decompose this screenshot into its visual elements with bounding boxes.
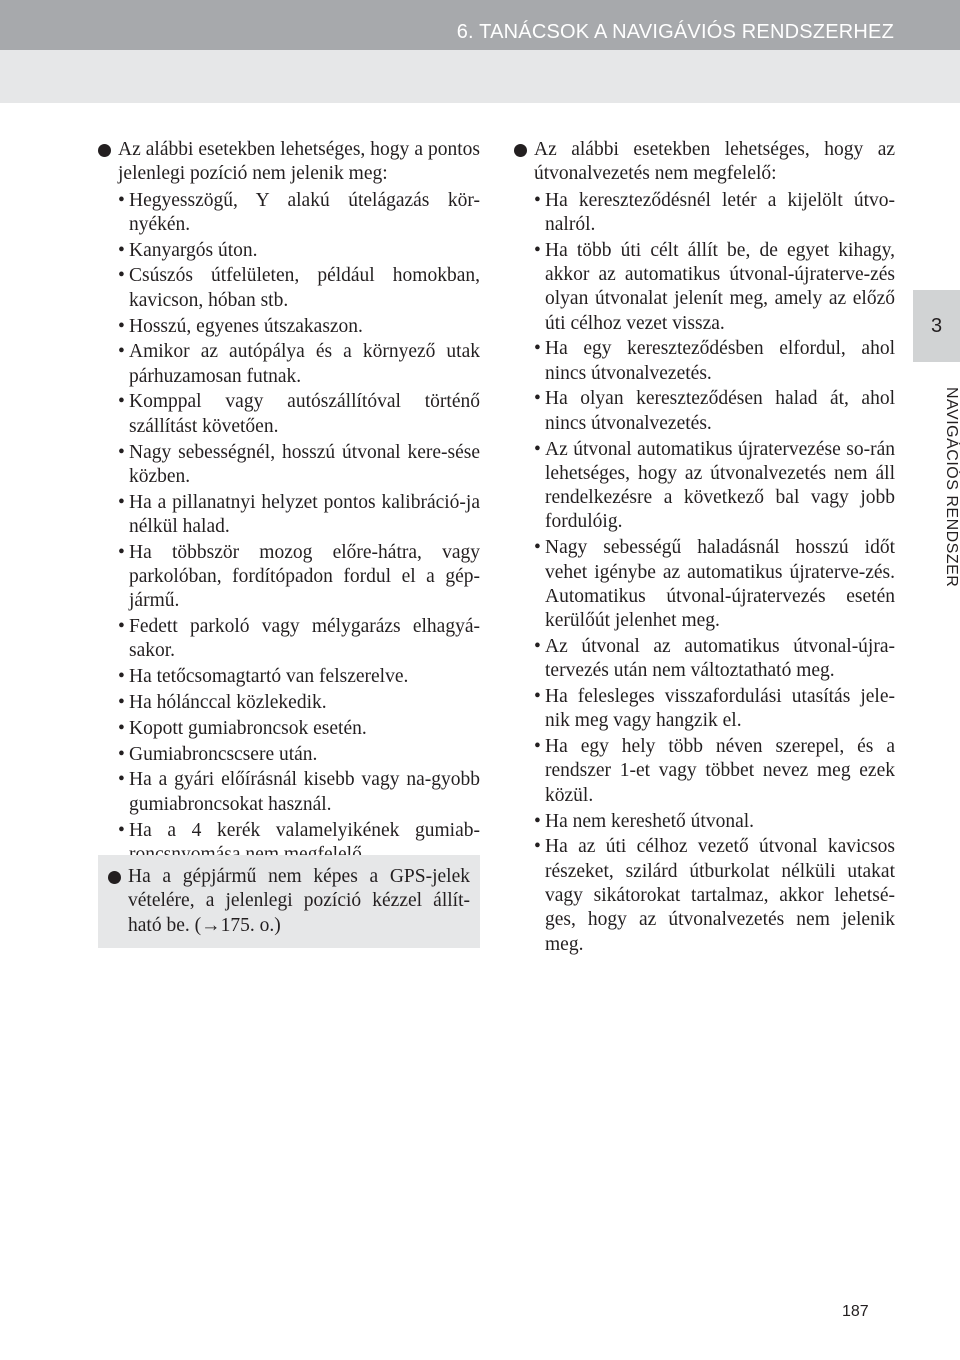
list-item-text: Ha egy kereszteződésben elfordul, ahol nincs útvonalvezetés. xyxy=(545,338,895,384)
list-item-text: Az útvonal az automatikus útvonal-újra-tervezés után nem változtatható meg. xyxy=(545,635,895,682)
list-item-text: Az útvonal automatikus újratervezése so-rán lehetséges, hogy az útvonalvezetés nem áll rendelkezésre a következő bal vagy jobb fordulóig. xyxy=(545,438,895,533)
small-bullet-icon: • xyxy=(118,491,125,513)
list-item-text: Ha többször mozog előre-hátra, vagy parkolóban, fordítópadon fordul el a gép-jármű. xyxy=(129,541,480,612)
list-item-text: Gumiabroncscsere után. xyxy=(129,743,318,765)
small-bullet-icon: • xyxy=(534,635,541,657)
list-item xyxy=(534,239,895,336)
small-bullet-icon: • xyxy=(118,692,125,714)
list-item xyxy=(534,635,895,684)
list-item-text: Ha hólánccal közlekedik. xyxy=(129,692,327,714)
left-column xyxy=(98,138,480,869)
small-bullet-icon: • xyxy=(534,388,541,410)
list-item-text: Ha az úti célhoz vezető útvonal kavicsos részeket, szilárd útburkolat nélküli utakat vagy sikátorokat tartalmaz, akkor lehetsé-ges, hogy az útvonalvezetés nem jelenik meg. xyxy=(545,836,895,955)
right-column xyxy=(514,138,895,958)
list-item xyxy=(534,685,895,734)
right-item-list xyxy=(514,189,895,957)
small-bullet-icon: • xyxy=(118,189,125,211)
list-item-text: Amikor az autópálya és a környező utak párhuzamosan futnak. xyxy=(129,341,480,387)
small-bullet-icon: • xyxy=(118,717,125,739)
gps-note-text: Ha a gépjármű nem képes a GPS-jelek vételére, a jelenlegi pozíció kézzel állít-ható be. (→175. o.) xyxy=(128,866,470,936)
list-item-text: Hosszú, egyenes útszakaszon. xyxy=(129,315,363,337)
list-item xyxy=(118,239,480,263)
small-bullet-icon: • xyxy=(534,537,541,559)
left-lead-text: Az alábbi esetekben lehetséges, hogy a pontos jelenlegi pozíció nem jelenik meg: xyxy=(118,139,480,185)
list-item xyxy=(534,189,895,238)
list-item xyxy=(118,315,480,339)
list-item-text: Csúszós útfelületen, például homokban, kavicson, hóban stb. xyxy=(129,265,480,311)
list-item xyxy=(118,665,480,689)
chapter-title: NAVIGÁCIÓS RENDSZER xyxy=(943,386,960,588)
small-bullet-icon: • xyxy=(118,265,125,287)
list-item xyxy=(118,768,480,817)
chapter-number-tab xyxy=(913,290,960,362)
page-number: 187 xyxy=(842,1303,869,1320)
small-bullet-icon: • xyxy=(118,341,125,363)
list-item-text: Nagy sebességű haladásnál hosszú időt vehet igénybe az automatikus újraterve-zés. Automatikus útvonal-újratervezés esetén kerülőút jelenhet meg. xyxy=(545,537,895,632)
left-lead xyxy=(98,138,480,187)
list-item-text: Ha a 4 kerék valamelyikének gumiab- xyxy=(129,819,480,841)
small-bullet-icon: • xyxy=(118,819,125,841)
chapter-number: 3 xyxy=(930,314,943,337)
list-item xyxy=(118,189,480,238)
list-item-text: Ha több úti célt állít be, de egyet kihagy, akkor az automatikus útvonal-újraterve-zés olyan útvonalat jelenít meg, amely az előző úti célhoz vezet vissza. xyxy=(545,239,895,334)
list-item xyxy=(118,491,480,540)
small-bullet-icon: • xyxy=(118,616,125,638)
small-bullet-icon: • xyxy=(118,541,125,563)
filled-circle-bullet-icon xyxy=(98,144,111,157)
list-item xyxy=(118,691,480,715)
right-lead-text: Az alábbi esetekben lehetséges, hogy az útvonalvezetés nem megfelelő: xyxy=(534,139,895,185)
small-bullet-icon: • xyxy=(534,810,541,832)
list-item-text: Ha tetőcsomagtartó van felszerelve. xyxy=(129,666,409,688)
list-item xyxy=(118,264,480,313)
list-item-text: Ha kereszteződésnél letér a kijelölt útvo-nalról. xyxy=(545,189,895,235)
small-bullet-icon: • xyxy=(534,836,541,858)
small-bullet-icon: • xyxy=(118,391,125,413)
small-bullet-icon: • xyxy=(118,769,125,791)
list-item xyxy=(118,717,480,741)
small-bullet-icon: • xyxy=(118,315,125,337)
list-item-text: Kopott gumiabroncsok esetén. xyxy=(129,717,367,739)
list-item-text: Ha a gyári előírásnál kisebb vagy na-gyobb gumiabroncsokat használ. xyxy=(129,769,480,815)
list-item xyxy=(534,810,895,834)
list-item xyxy=(118,340,480,389)
list-item-text: Nagy sebességnél, hosszú útvonal kere-sése közben. xyxy=(129,441,480,487)
list-item-text: Ha nem kereshető útvonal. xyxy=(545,810,755,832)
list-item-text: Ha a pillanatnyi helyzet pontos kalibráció-ja nélkül halad. xyxy=(129,491,480,537)
list-item xyxy=(118,615,480,664)
filled-circle-bullet-icon xyxy=(108,871,121,884)
list-item-text: Hegyesszögű, Y alakú útelágazás kör-nyékén. xyxy=(129,189,480,235)
list-item xyxy=(534,438,895,535)
right-lead xyxy=(514,138,895,187)
list-item xyxy=(534,735,895,808)
small-bullet-icon: • xyxy=(534,189,541,211)
filled-circle-bullet-icon xyxy=(514,144,527,157)
list-item-text: Ha egy hely több néven szerepel, és a rendszer 1-et vagy többet nevez meg ezek közül. xyxy=(545,736,895,806)
small-bullet-icon: • xyxy=(534,239,541,261)
list-item-text: Ha felesleges visszafordulási utasítás jele-nik meg vagy hangzik el. xyxy=(545,686,895,732)
gps-note xyxy=(108,865,470,938)
list-item-text: Kanyargós úton. xyxy=(129,239,258,261)
small-bullet-icon: • xyxy=(118,441,125,463)
list-item xyxy=(534,835,895,956)
list-item xyxy=(534,536,895,633)
gps-note-box xyxy=(98,855,480,948)
small-bullet-icon: • xyxy=(118,743,125,765)
section-title: 6. TANÁCSOK A NAVIGÁVIÓS RENDSZERHEZ xyxy=(456,21,894,43)
header-band xyxy=(0,50,960,103)
list-item xyxy=(118,390,480,439)
small-bullet-icon: • xyxy=(534,438,541,460)
list-item-text: Ha olyan kereszteződésen halad át, ahol nincs útvonalvezetés. xyxy=(545,388,895,434)
list-item xyxy=(118,541,480,614)
list-item xyxy=(118,441,480,490)
left-item-list xyxy=(98,189,480,868)
small-bullet-icon: • xyxy=(534,686,541,708)
list-item xyxy=(534,337,895,386)
list-item-text: Fedett parkoló vagy mélygarázs elhagyá-sakor. xyxy=(129,616,480,662)
header-bar xyxy=(0,0,960,50)
small-bullet-icon: • xyxy=(534,736,541,758)
small-bullet-icon: • xyxy=(118,239,125,261)
small-bullet-icon: • xyxy=(534,338,541,360)
list-item-text: Komppal vagy autószállítóval történő szállítást követően. xyxy=(129,391,480,437)
list-item xyxy=(534,387,895,436)
small-bullet-icon: • xyxy=(118,666,125,688)
list-item xyxy=(118,743,480,767)
